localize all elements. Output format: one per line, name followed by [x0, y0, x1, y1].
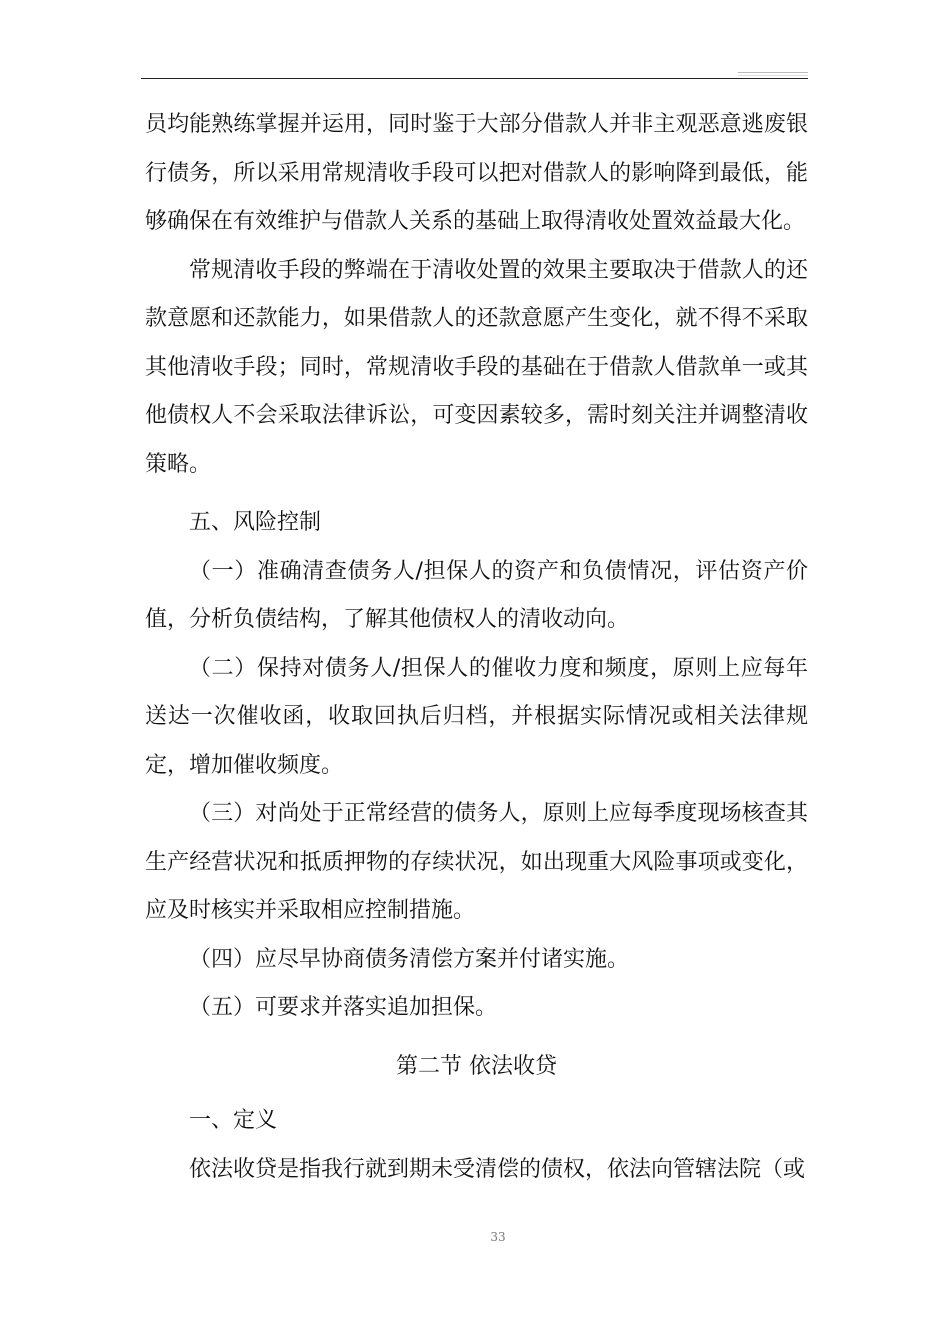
- list-item-4: （四）应尽早协商债务清偿方案并付诸实施。: [189, 946, 630, 972]
- header-mark: [738, 72, 808, 73]
- list-item-1: （一）准确清查债务人/担保人的资产和负债情况，评估资产价值，分析负债结构，了解其他债权人的清收动向。: [145, 558, 808, 632]
- list-item-2: （二）保持对债务人/担保人的催收力度和频度，原则上应每年送达一次催收函，收取回执后归档，并根据实际情况或相关法律规定，增加催收频度。: [145, 655, 808, 778]
- list-item-5: （五）可要求并落实追加担保。: [189, 995, 498, 1020]
- paragraph-drawbacks: 常规清收手段的弊端在于清收处置的效果主要取决于借款人的还款意愿和还款能力，如果借款人的还款意愿产生变化，就不得不采取其他清收手段；同时，常规清收手段的基础在于借款人借款单一或其他债权人不会采取法律诉讼，可变因素较多，需时刻关注并调整清收策略。: [145, 257, 808, 477]
- chapter-section-title: 第二节 依法收贷: [396, 1053, 557, 1079]
- document-body: [145, 101, 808, 1194]
- header-rule: [141, 78, 808, 79]
- list-item-3: （三）对尚处于正常经营的债务人，原则上应每季度现场核查其生产经营状况和抵质押物的存续状况，如出现重大风险事项或变化，应及时核实并采取相应控制措施。: [145, 801, 808, 923]
- paragraph-definition: 依法收贷是指我行就到期未受清偿的债权，依法向管辖法院（或: [189, 1156, 806, 1182]
- page-number: 33: [490, 1230, 506, 1244]
- paragraph-continued: 员均能熟练掌握并运用，同时鉴于大部分借款人并非主观恶意逃废银行债务，所以采用常规清收手段可以把对借款人的影响降到最低，能够确保在有效维护与借款人关系的基础上取得清收处置效益最大化。: [145, 112, 808, 234]
- header-mark-secondary: [738, 75, 808, 76]
- subsection-heading-definition: 一、定义: [189, 1108, 278, 1133]
- section-heading-risk-control: 五、风险控制: [189, 510, 322, 535]
